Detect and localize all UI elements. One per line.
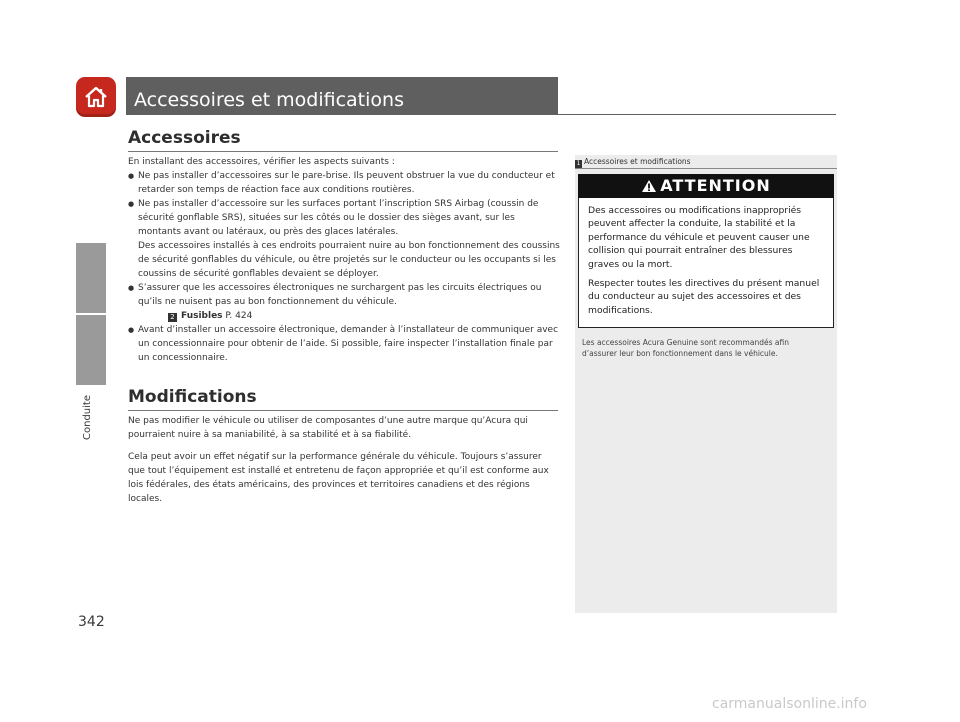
list-item: ● Ne pas installer d’accessoires sur le pare-brise. Ils peuvent obstruer la vue du conducteur et retarder son temps de réaction face aux conditions routières. (128, 169, 560, 197)
modifications-heading: Modifications (128, 387, 257, 407)
page-number: 342 (78, 614, 105, 630)
modifications-para-2: Cela peut avoir un effet négatif sur la performance générale du véhicule. Toujours s’assurer que tout l’équipement est installé et entretenu de façon appropriée et qu’il est conforme aux lois fédérales, des états américains, des provinces et territoires canadiens et des régions locales. (128, 452, 549, 504)
warning-text: Des accessoires ou modifications inappropriés peuvent affecter la conduite, la stabilité et la performance du véhicule et peuvent causer une collision qui pourrait entraîner des blessures graves ou la mort. Respecter toutes les directives du présent manuel du conducteur au sujet des accessoires et des modifications. (588, 205, 820, 316)
chapter-sidebar[interactable] (76, 243, 106, 440)
sidebar-tab-block (76, 315, 106, 385)
page-title: Accessoires et modifications (134, 89, 404, 111)
list-item: ● Ne pas installer d’accessoire sur les surfaces portant l’inscription SRS Airbag (coussin de sécurité gonflable SRS), situées sur les côtés ou le dossier des sièges avant, sur les montants avant ou latéraux, ou près des glaces latérales. Des accessoires installés à ces endroits pourraient nuire au bon fonctionnement des coussins de sécurité gonflables du véhicule, ou être projetés sur le conducteur ou les occupants si les coussins de sécurité gonflables devaient se déployer. (128, 197, 560, 281)
accessories-intro: En installant des accessoires, vérifier les aspects suivants : (128, 157, 395, 167)
panel-note: Les accessoires Acura Genuine sont recommandés afin d’assurer leur bon fonctionnement dans le véhicule. (582, 338, 789, 358)
accessories-heading: Accessoires (128, 128, 241, 148)
section-rule (128, 151, 558, 152)
warning-triangle-icon (641, 179, 657, 193)
modifications-body (128, 414, 560, 506)
panel-header-rule (575, 168, 837, 169)
note-marker-icon: 1 (576, 160, 581, 167)
sidebar-chapter-label: Conduite (82, 395, 93, 440)
fuses-reference-link[interactable]: 2 Fusibles P. 424 (138, 309, 560, 323)
list-item: ● Avant d’installer un accessoire électronique, demander à l’installateur de communiquer avec un concessionnaire pour obtenir de l’aide. Si possible, faire inspecter l’installation finale par un concessionnaire. (128, 323, 560, 365)
home-icon (83, 84, 109, 110)
sidebar-tab-block (76, 243, 106, 313)
accessories-list (128, 169, 560, 365)
watermark: carmanualsonline.info (712, 696, 867, 712)
warning-header (578, 174, 834, 198)
section-rule (128, 410, 558, 411)
airbag-note: Des accessoires installés à ces endroits pourraient nuire au bon fonctionnement des coussins de sécurité gonflables du véhicule, ou être projetés sur le conducteur ou les occupants si les coussins de sécurité gonflables devaient se déployer. (138, 241, 560, 279)
panel-header: 1 Accessoires et modifications (576, 157, 691, 167)
warning-title: ATTENTION (660, 176, 771, 195)
home-button[interactable] (76, 77, 116, 117)
list-item: ● S’assurer que les accessoires électroniques ne surchargent pas les circuits électriques ou qu’ils ne nuisent pas au bon fonctionnement du véhicule. 2 Fusibles P. 424 (128, 281, 560, 323)
title-rule (558, 114, 836, 115)
reference-arrow-icon: 2 (168, 313, 177, 322)
accessories-body (128, 155, 560, 365)
modifications-para-1: Ne pas modifier le véhicule ou utiliser de composantes d’une autre marque qu’Acura qui pourraient nuire à sa maniabilité, à sa stabilité et à sa fiabilité. (128, 416, 528, 440)
